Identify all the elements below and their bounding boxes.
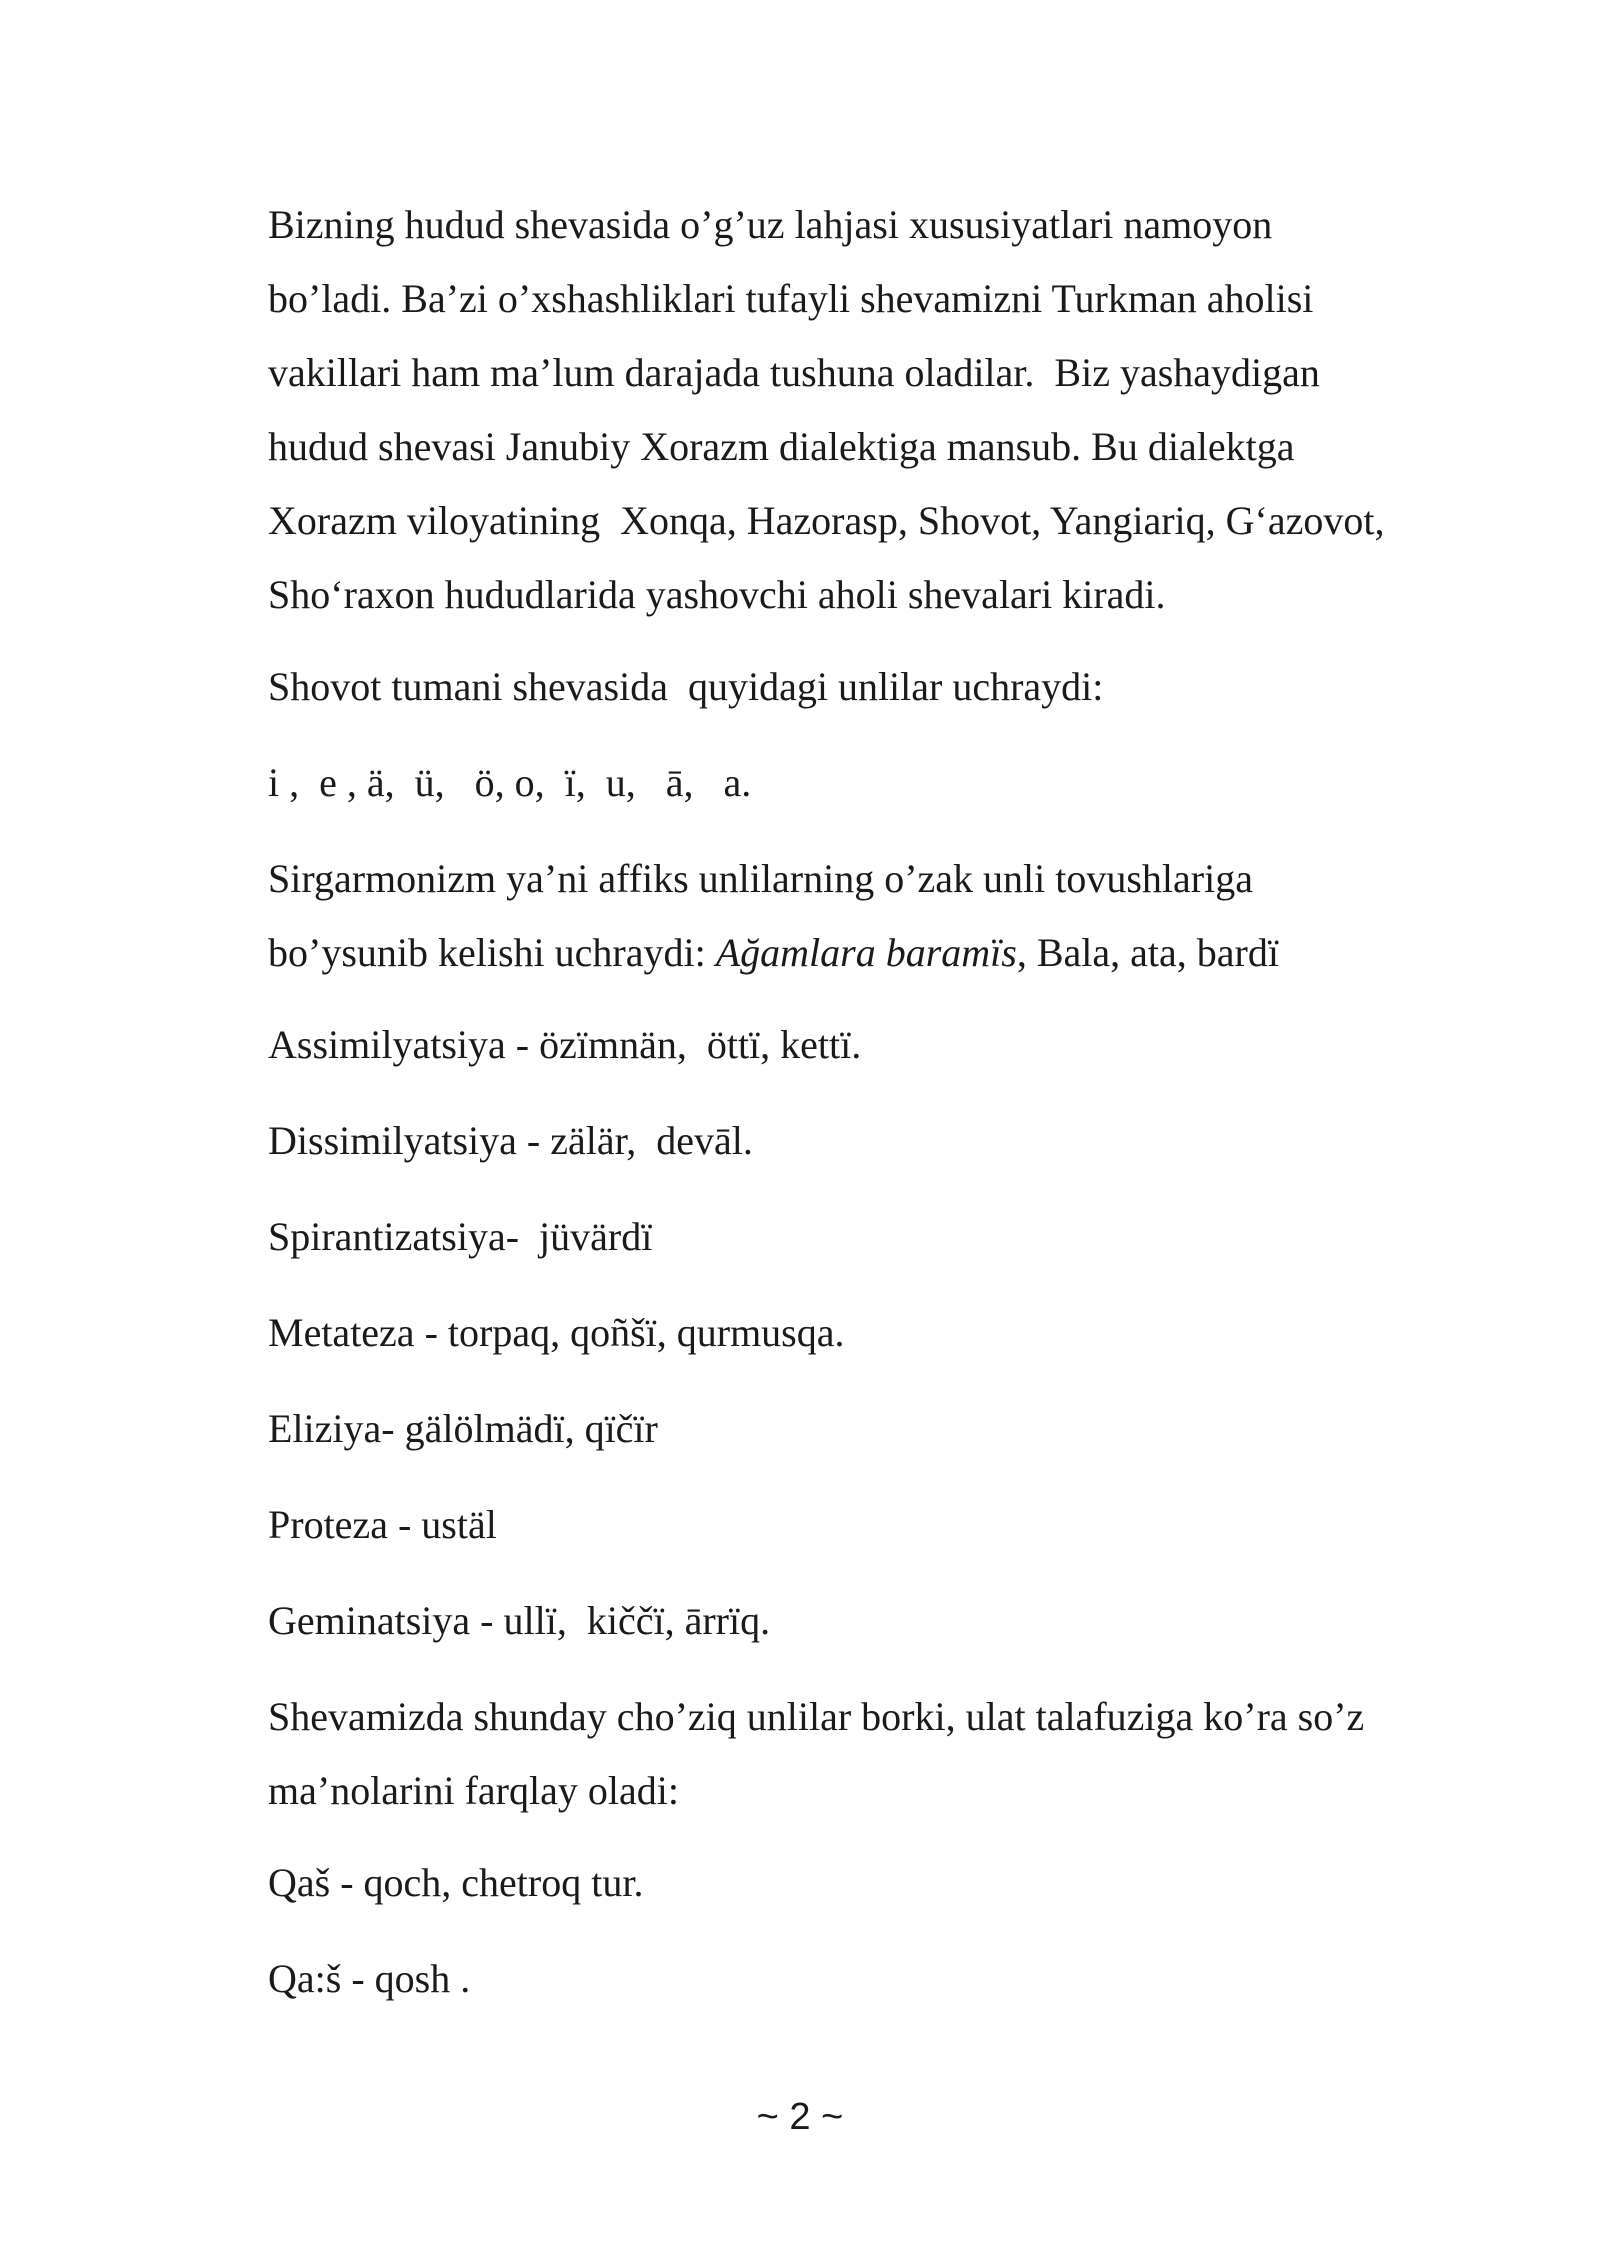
phenomenon-prothesis: Proteza - ustäl xyxy=(268,1502,497,1547)
phenomenon-spirantization: Spirantizatsiya- jüvärdï xyxy=(268,1214,653,1259)
text-line: hudud shevasi Janubiy Xorazm dialektiga mansub. Bu dialektga xyxy=(268,424,1295,469)
intro-paragraph xyxy=(268,188,1508,632)
text-line: vakillari ham ma’lum darajada tushuna oladilar. Biz yashaydigan xyxy=(268,350,1320,395)
phenomenon-assimilation: Assimilyatsiya - özïmnän, öttï, kettï. xyxy=(268,1022,862,1067)
example-short: Qaš - qoch, chetroq tur. xyxy=(268,1860,644,1905)
phenomenon-metathesis: Metateza - torpaq, qoñšï, qurmusqa. xyxy=(268,1310,845,1355)
text-line: Shevamizda shunday cho’ziq unlilar borki, ulat talafuziga ko’ra so’z xyxy=(268,1694,1365,1739)
phenomenon-dissimilation: Dissimilyatsiya - zälär, devāl. xyxy=(268,1118,753,1163)
text-line: Sirgarmonizm ya’ni affiks unlilarning o’zak unli tovushlariga xyxy=(268,856,1253,901)
long-vowels-paragraph xyxy=(268,1680,1508,1828)
text-line: Sho‘raxon hududlarida yashovchi aholi shevalari kiradi. xyxy=(268,572,1166,617)
vowels-list: i , e , ä, ü, ö, o, ï, u, ā, a. xyxy=(268,760,752,805)
sirgarmonizm-paragraph xyxy=(268,842,1508,990)
text-segment: , Bala, ata, bardï xyxy=(1016,930,1279,975)
text-segment: bo’ysunib kelishi uchraydi: xyxy=(268,930,716,975)
text-line: Bizning hudud shevasida o’g’uz lahjasi xususiyatlari namoyon xyxy=(268,202,1273,247)
phenomenon-gemination: Geminatsiya - ullï, kiččï, ārrïq. xyxy=(268,1598,771,1643)
text-line xyxy=(268,916,1508,990)
page-content xyxy=(268,188,1508,2038)
text-line: ma’nolarini farqlay oladi: xyxy=(268,1768,679,1813)
italic-example: Ağamlara baramïs xyxy=(715,930,1017,975)
page-number: ~ 2 ~ xyxy=(756,2096,844,2138)
text-line: Xorazm viloyatining Xonqa, Hazorasp, Shovot, Yangiariq, G‘azovot, xyxy=(268,498,1385,543)
example-long: Qa:š - qosh . xyxy=(268,1956,471,2001)
text-line: bo’ladi. Ba’zi o’xshashliklari tufayli shevamizni Turkman aholisi xyxy=(268,276,1314,321)
vowels-intro: Shovot tumani shevasida quyidagi unlilar uchraydi: xyxy=(268,664,1104,709)
phenomenon-elision: Eliziya- gälölmädï, qïčïr xyxy=(268,1406,658,1451)
